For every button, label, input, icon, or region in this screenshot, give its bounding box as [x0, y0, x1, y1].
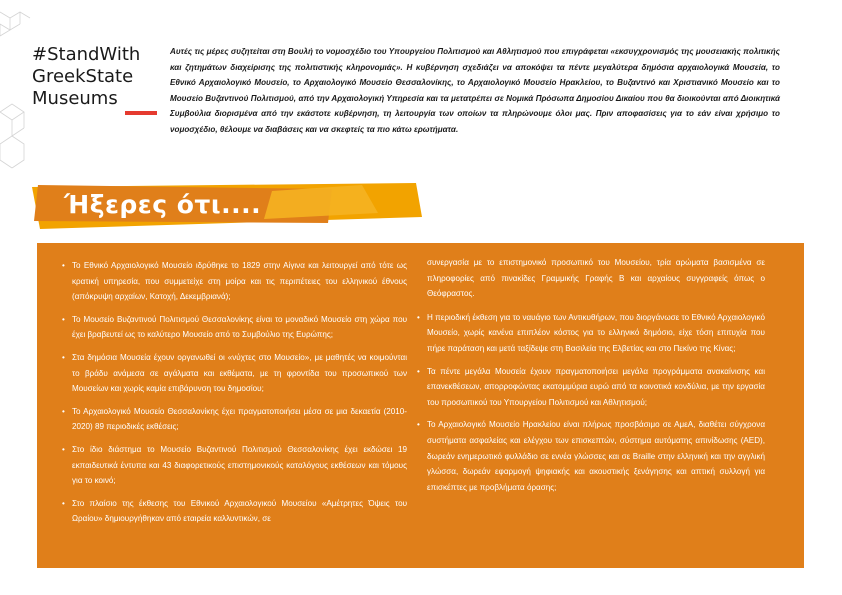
bullet-icon: •	[62, 406, 65, 416]
hashtag-line-2: GreekState	[32, 66, 134, 87]
fact-item	[417, 417, 765, 495]
hashtag-title	[32, 44, 162, 110]
red-accent-bar	[125, 111, 157, 115]
bullet-icon: •	[417, 366, 420, 376]
bullet-icon: •	[62, 498, 65, 508]
fact-text: Τα πέντε μεγάλα Μουσεία έχουν πραγματοποιήσει μεγάλα προγράμματα ανακαίνισης και επανεκθέσεων, απορροφώντας εκατομμύρια ευρώ από τα κοινοτικά κονδύλια, με την εργασία του προσωπικού του Υπουργείου Πολιτισμού και Αθλητισμού;	[427, 366, 765, 407]
fact-item	[62, 404, 407, 435]
fact-text: Στο πλαίσιο της έκθεσης του Εθνικού Αρχαιολογικού Μουσείου «Αμέτρητες Όψεις του Ωραίου» δημιουργήθηκαν από εταιρεία καλλυντικών, σε	[72, 498, 407, 524]
bullet-icon: •	[62, 261, 65, 270]
right-column	[417, 255, 765, 502]
bullet-icon: •	[417, 420, 420, 430]
fact-text: Στο ίδιο διάστημα το Μουσείο Βυζαντινού Πολιτισμού Θεσσαλονίκης έχει εκδώσει 19 εκπαιδευτικά έντυπα και 43 διαφορετικούς επιστημονικούς καταλόγους εκθέσεων και τόμους για το κοινό;	[72, 444, 407, 486]
fact-text: Το Εθνικό Αρχαιολογικό Μουσείο ιδρύθηκε το 1829 στην Αίγινα και λειτουργεί από τότε ως κρατική υπηρεσία, που συμμετείχε στη μοίρα και τις περιπέτειες του ελληνικού έθνους (απόκρυψη αρχαίων, Κατοχή, Δεκεμβριανά);	[72, 261, 407, 302]
left-column	[62, 258, 407, 534]
fact-item	[62, 312, 407, 343]
fact-item	[417, 364, 765, 411]
fact-continuation: συνεργασία με το επιστημονικό προσωπικό του Μουσείου, τρία αρώματα βασισμένα σε πληροφορίες από πινακίδες Γραμμικής Γραφής Β και αρχαίους συγγραφείς όπως ο Θεόφραστος.	[427, 258, 765, 299]
hashtag-line-1: #StandWith	[32, 44, 141, 65]
bullet-icon: •	[62, 352, 65, 362]
bullet-icon: •	[62, 314, 65, 324]
fact-item	[62, 496, 407, 527]
fact-item	[62, 442, 407, 489]
fact-item	[62, 350, 407, 397]
banner-title: Ήξερες ότι....	[64, 190, 262, 219]
intro-paragraph: Αυτές τις μέρες συζητείται στη Βουλή το νομοσχέδιο του Υπουργείου Πολιτισμού και Αθλητισμού που επιγράφεται «εκσυγχρονισμός της μουσειακής πολιτικής και ζητημάτων διαχείρισης της πολιτιστικής κληρονομιάς». Η κυβέρνηση σχεδιάζει να αποκόψει τα πέντε μεγαλύτερα δημόσια αρχαιολογικά Μουσεία, το Εθνικό Αρχαιολογικό Μουσείο, το Αρχαιολογικό Μουσείο Θεσσαλονίκης, το Αρχαιολογικό Μουσείο Ηρακλείου, το Βυζαντινό και Χριστιανικό Μουσείο και το Μουσείο Βυζαντινού Πολιτισμού, από την Αρχαιολογική Υπηρεσία και τα μετατρέπει σε Νομικά Πρόσωπα Δημοσίου Δικαίου που θα διοικούνται από Διοικητικά Συμβούλια διορισμένα από την εκάστοτε κυβέρνηση, τη λειτουργία των οποίων τα πληρώνουμε όλοι μας. Πριν αποφασίσεις για το εάν είναι χρήσιμο το νομοσχέδιο, θέλουμε να διαβάσεις και να σκεφτείς τα πιο κάτω ερωτήματα.	[170, 47, 780, 134]
fact-text: Το Αρχαιολογικό Μουσείο Θεσσαλονίκης έχει πραγματοποιήσει μέσα σε μια δεκαετία (2010-2020) 89 περιοδικές εκθέσεις;	[72, 406, 407, 432]
fact-text: Στα δημόσια Μουσεία έχουν οργανωθεί οι «νύχτες στο Μουσείο», με μαθητές να κοιμούνται το βράδυ ανάμεσα σε αγάλματα και εκθέματα, με τη φροντίδα του προσωπικού των Μουσείων και χωρίς καμία επιβάρυνση του δημοσίου;	[72, 352, 407, 394]
bullet-icon: •	[62, 444, 65, 454]
fact-text: Το Μουσείο Βυζαντινού Πολιτισμού Θεσσαλονίκης είναι το μοναδικό Μουσείο στη χώρα που έχει βραβευτεί ως το καλύτερο Μουσείο από το Συμβούλιο της Ευρώπης;	[72, 314, 407, 340]
bullet-icon: •	[417, 312, 420, 322]
fact-text: Η περιοδική έκθεση για το ναυάγιο των Αντικυθήρων, που διοργάνωσε το Εθνικό Αρχαιολογικό Μουσείο, χωρίς κανένα επιπλέον κόστος για το ελληνικό δημόσιο, είχε τόση επιτυχία που πήρε παράταση και μετά ταξίδεψε στη Βασιλεία της Ελβετίας και στο Πεκίνο της Κίνας;	[427, 312, 765, 353]
fact-item	[417, 310, 765, 357]
hashtag-line-3: Museums	[32, 88, 118, 109]
fact-text: Το Αρχαιολογικό Μουσείο Ηρακλείου είναι πλήρως προσβάσιμο σε ΑμεΑ, διαθέτει σύγχρονα συστήματα ασφαλείας και ελέγχου των επισκεπτών, σύστημα αυτόματης απινίδωσης (AED), δωρεάν ενημερωτικό φυλλάδιο σε εννέα γλώσσες και σε Braille στην ελληνική και την αγγλική γλώσσα, δωρεάν εφαρμογή ψηφιακής και ακουστικής ξενάγησης και απτική συλλογή για επισκέπτες με προβλήματα όρασης;	[427, 420, 765, 492]
fact-item	[62, 258, 407, 305]
